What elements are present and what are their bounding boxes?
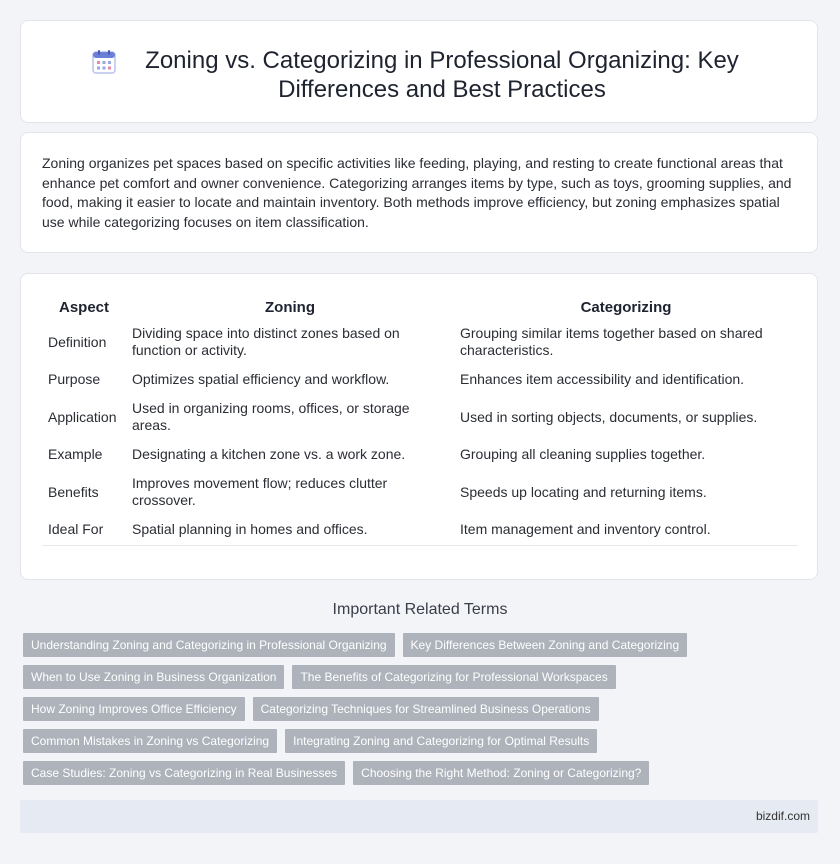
- related-term-link[interactable]: Choosing the Right Method: Zoning or Categorizing?: [353, 761, 649, 785]
- related-term-link[interactable]: Case Studies: Zoning vs Categorizing in Real Businesses: [23, 761, 345, 785]
- cell-aspect: Ideal For: [42, 513, 126, 546]
- related-term-link[interactable]: Common Mistakes in Zoning vs Categorizing: [23, 729, 277, 753]
- related-term-link[interactable]: Understanding Zoning and Categorizing in Professional Organizing: [23, 633, 395, 657]
- tag-row: [23, 697, 803, 721]
- related-terms-list: [23, 633, 803, 793]
- intro-card: [20, 132, 818, 253]
- cell-zoning: Designating a kitchen zone vs. a work zone.: [126, 438, 454, 471]
- intro-paragraph: Zoning organizes pet spaces based on specific activities like feeding, playing, and resting to create functional areas that enhance pet comfort and owner convenience. Categorizing arranges items by type, such as toys, grooming supplies, and food, making it easier to locate and maintain inventory. Both methods improve efficiency, but zoning emphasizes spatial use while categorizing focuses on item classification.: [42, 155, 792, 230]
- title-wrap: [21, 21, 817, 104]
- comparison-card: [20, 273, 818, 580]
- cell-zoning: Improves movement flow; reduces clutter crossover.: [126, 471, 454, 513]
- cell-zoning: Used in organizing rooms, offices, or storage areas.: [126, 396, 454, 438]
- related-term-link[interactable]: Categorizing Techniques for Streamlined Business Operations: [253, 697, 599, 721]
- cell-categorizing: Speeds up locating and returning items.: [454, 471, 798, 513]
- page-title: Zoning vs. Categorizing in Professional Organizing: Key Differences and Best Practices: [145, 47, 739, 103]
- calendar-icon: [91, 49, 117, 75]
- cell-aspect: Purpose: [42, 363, 126, 396]
- cell-categorizing: Enhances item accessibility and identification.: [454, 363, 798, 396]
- cell-aspect: Example: [42, 438, 126, 471]
- table-header-row: [42, 295, 798, 321]
- footer: [20, 800, 818, 833]
- tag-row: [23, 633, 803, 657]
- tag-row: [23, 665, 803, 689]
- cell-zoning: Optimizes spatial efficiency and workflow.: [126, 363, 454, 396]
- table-row: [42, 471, 798, 513]
- related-terms-heading: Important Related Terms: [332, 601, 508, 618]
- header-categorizing: Categorizing: [454, 295, 798, 321]
- cell-aspect: Definition: [42, 321, 126, 363]
- related-term-link[interactable]: Integrating Zoning and Categorizing for Optimal Results: [285, 729, 597, 753]
- related-term-link[interactable]: Key Differences Between Zoning and Categorizing: [403, 633, 688, 657]
- related-term-link[interactable]: How Zoning Improves Office Efficiency: [23, 697, 245, 721]
- footer-brand-link[interactable]: bizdif.com: [755, 809, 810, 823]
- cell-categorizing: Item management and inventory control.: [454, 513, 798, 546]
- related-term-link[interactable]: When to Use Zoning in Business Organization: [23, 665, 284, 689]
- cell-categorizing: Used in sorting objects, documents, or supplies.: [454, 396, 798, 438]
- header-zoning: Zoning: [126, 295, 454, 321]
- cell-aspect: Application: [42, 396, 126, 438]
- table-row: [42, 396, 798, 438]
- tag-row: [23, 729, 803, 753]
- cell-aspect: Benefits: [42, 471, 126, 513]
- comparison-table: [42, 295, 798, 546]
- header-aspect: Aspect: [42, 295, 126, 321]
- table-row: [42, 513, 798, 546]
- table-row: [42, 321, 798, 363]
- table-row: [42, 363, 798, 396]
- related-term-link[interactable]: The Benefits of Categorizing for Professional Workspaces: [292, 665, 615, 689]
- cell-zoning: Spatial planning in homes and offices.: [126, 513, 454, 546]
- cell-categorizing: Grouping all cleaning supplies together.: [454, 438, 798, 471]
- title-card: [20, 20, 818, 123]
- tag-row: [23, 761, 803, 785]
- table-row: [42, 438, 798, 471]
- cell-zoning: Dividing space into distinct zones based on function or activity.: [126, 321, 454, 363]
- cell-categorizing: Grouping similar items together based on shared characteristics.: [454, 321, 798, 363]
